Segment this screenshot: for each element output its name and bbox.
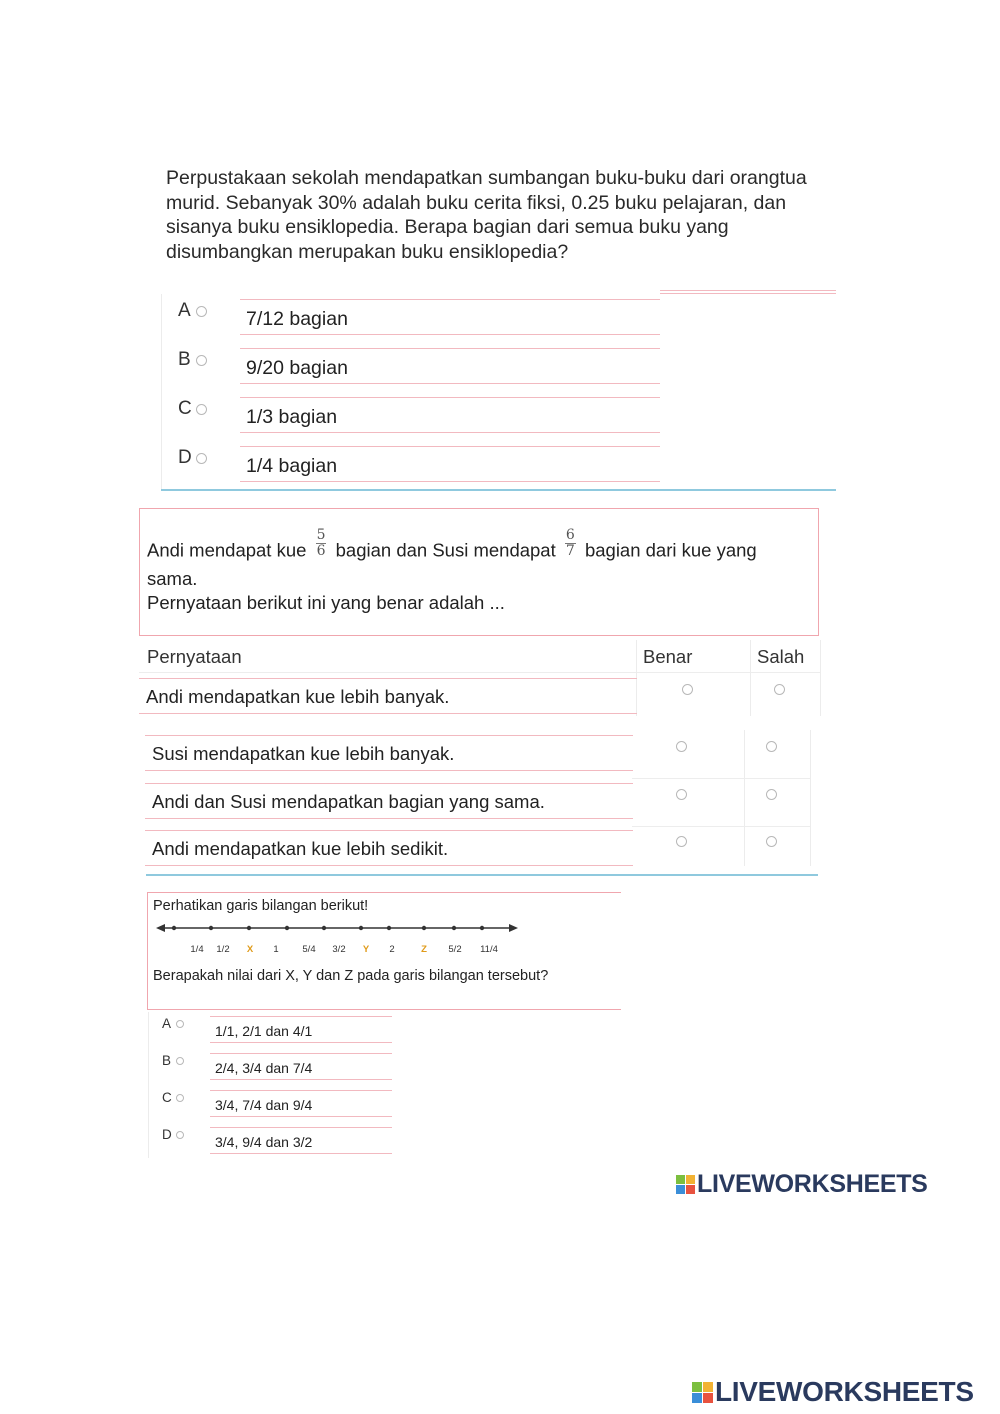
arrow-right-icon	[509, 924, 518, 932]
tick-dot	[247, 926, 251, 930]
section-divider	[161, 489, 836, 491]
fraction-andi: $\frac{5}{6}$	[316, 527, 326, 559]
logo-mark-icon	[692, 1382, 713, 1403]
radio-true-3[interactable]	[676, 789, 687, 800]
tick-dot	[422, 926, 426, 930]
radio-button[interactable]	[196, 453, 207, 464]
option-b[interactable]	[149, 1049, 392, 1086]
fraction-susi: $\frac{6}{7}$	[565, 527, 575, 559]
question-2-text	[147, 527, 807, 615]
option-letter: A	[178, 300, 191, 321]
radio-button[interactable]	[196, 404, 207, 415]
radio-false-1[interactable]	[774, 684, 785, 695]
tick-dot	[285, 926, 289, 930]
option-letter: D	[178, 447, 192, 468]
option-text: 1/1, 2/1 dan 4/1	[210, 1016, 392, 1043]
radio-button[interactable]	[176, 1057, 184, 1065]
tick-label: 5/4	[302, 944, 316, 955]
radio-button[interactable]	[176, 1131, 184, 1139]
tick-label: 2	[389, 944, 395, 955]
column-divider	[744, 730, 745, 866]
radio-button[interactable]	[176, 1094, 184, 1102]
number-line	[156, 918, 518, 938]
question-1-options	[161, 294, 659, 490]
tick-label: 11/4	[480, 944, 498, 955]
radio-true-1[interactable]	[682, 684, 693, 695]
arrow-left-icon	[156, 924, 165, 932]
header-true: Benar	[643, 646, 693, 667]
tick-dot	[359, 926, 363, 930]
tick-label: 3/2	[332, 944, 346, 955]
option-letter: D	[162, 1127, 172, 1142]
row-divider	[632, 778, 810, 779]
option-text: 1/3 bagian	[240, 397, 660, 433]
radio-false-3[interactable]	[766, 789, 777, 800]
table-header	[139, 640, 821, 674]
option-letter: C	[162, 1090, 172, 1105]
tick-dot	[480, 926, 484, 930]
question-3-title: Perhatikan garis bilangan berikut!	[153, 898, 369, 914]
option-text: 2/4, 3/4 dan 7/4	[210, 1053, 392, 1080]
column-divider	[820, 640, 821, 716]
question-3-text: Berapakah nilai dari X, Y dan Z pada garis bilangan tersebut?	[153, 968, 549, 984]
tick-dot	[322, 926, 326, 930]
question-2-prompt: Pernyataan berikut ini yang benar adalah ...	[147, 592, 505, 613]
option-text: 1/4 bagian	[240, 446, 660, 482]
tick-label: 1/4	[190, 944, 204, 955]
tick-dot	[172, 926, 176, 930]
option-c[interactable]	[149, 1086, 392, 1123]
logo-text: LIVEWORKSHEETS	[697, 1170, 928, 1198]
tick-label: 1	[273, 944, 279, 955]
tick-dot	[452, 926, 456, 930]
option-text: 7/12 bagian	[240, 299, 660, 335]
logo-mark-icon	[676, 1175, 695, 1194]
radio-false-4[interactable]	[766, 836, 777, 847]
divider-line	[660, 290, 836, 294]
radio-false-2[interactable]	[766, 741, 777, 752]
liveworksheets-logo-footer[interactable]	[692, 1376, 974, 1408]
tick-dot	[387, 926, 391, 930]
header-statement: Pernyataan	[147, 646, 242, 667]
row-divider	[632, 826, 810, 827]
radio-button[interactable]	[176, 1020, 184, 1028]
tick-dot	[209, 926, 213, 930]
radio-true-2[interactable]	[676, 741, 687, 752]
question-1-text: Perpustakaan sekolah mendapatkan sumbangan buku-buku dari orangtua murid. Sebanyak 30% adalah buku cerita fiksi, 0.25 buku pelajaran, dan sisanya buku ensiklopedia. Berapa bagian dari semua buku yang disumbangkan merupakan buku ensiklopedia?	[166, 167, 807, 263]
option-text: 3/4, 9/4 dan 3/2	[210, 1127, 392, 1154]
tick-label-x: X	[246, 944, 254, 955]
option-c[interactable]	[162, 392, 660, 441]
column-divider	[810, 730, 811, 866]
option-letter: B	[178, 349, 191, 370]
liveworksheets-logo[interactable]	[676, 1170, 928, 1199]
statement-4: Andi mendapatkan kue lebih sedikit.	[145, 830, 633, 866]
section-divider	[146, 874, 818, 876]
intro-b: bagian dan Susi mendapat	[335, 539, 556, 561]
divider-line	[139, 672, 821, 673]
option-letter: A	[162, 1016, 172, 1031]
statement-1: Andi mendapatkan kue lebih banyak.	[139, 678, 637, 714]
option-text: 3/4, 7/4 dan 9/4	[210, 1090, 392, 1117]
tick-label: 1/2	[216, 944, 230, 955]
option-a[interactable]	[162, 294, 660, 343]
intro-c: bagian dari kue yang sama.	[147, 539, 757, 589]
tick-label-z: Z	[421, 944, 427, 955]
statement-2: Susi mendapatkan kue lebih banyak.	[145, 735, 633, 771]
option-b[interactable]	[162, 343, 660, 392]
option-letter: C	[178, 398, 192, 419]
option-text: 9/20 bagian	[240, 348, 660, 384]
radio-true-4[interactable]	[676, 836, 687, 847]
tick-label-y: Y	[362, 944, 370, 955]
column-divider	[750, 640, 751, 716]
radio-button[interactable]	[196, 306, 207, 317]
statement-3: Andi dan Susi mendapatkan bagian yang sama.	[145, 783, 633, 819]
option-letter: B	[162, 1053, 172, 1068]
radio-button[interactable]	[196, 355, 207, 366]
option-d[interactable]	[149, 1123, 392, 1160]
intro-a: Andi mendapat kue	[147, 539, 307, 561]
option-d[interactable]	[162, 441, 660, 490]
question-3-options	[148, 1012, 391, 1158]
header-false: Salah	[757, 646, 805, 667]
option-a[interactable]	[149, 1012, 392, 1049]
logo-text: LIVEWORKSHEETS	[715, 1376, 974, 1407]
tick-label: 5/2	[448, 944, 462, 955]
